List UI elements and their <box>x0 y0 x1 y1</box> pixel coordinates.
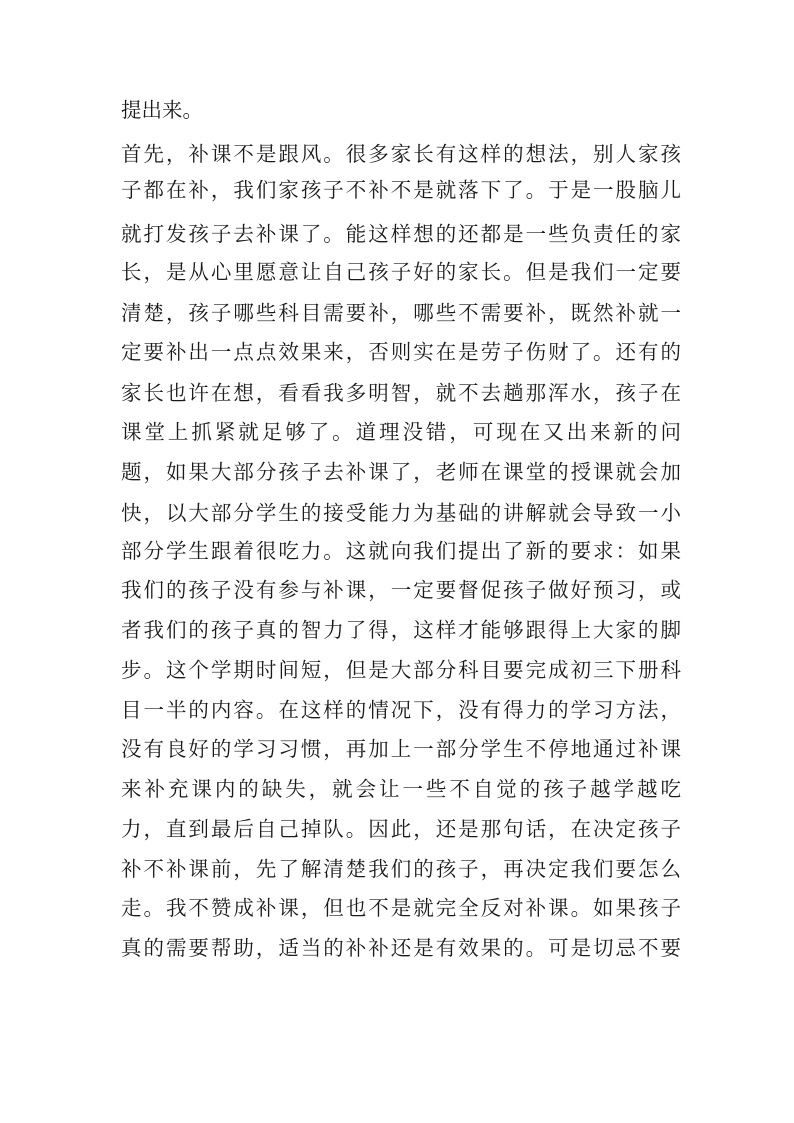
paragraph-line: 就打发孩子去补课了。能这样想的还都是一些负责任的家 <box>121 222 681 246</box>
paragraph-line: 我们的孩子没有参与补课，一定要督促孩子做好预习，或 <box>121 578 681 602</box>
paragraph-line: 清楚，孩子哪些科目需要补，哪些不需要补，既然补就一 <box>121 301 681 325</box>
paragraph-line: 走。我不赞成补课，但也不是就完全反对补课。如果孩子 <box>121 896 681 920</box>
paragraph-line: 部分学生跟着很吃力。这就向我们提出了新的要求：如果 <box>121 539 681 563</box>
paragraph-line: 提出来。 <box>121 98 203 122</box>
paragraph-line: 定要补出一点点效果来，否则实在是劳子伤财了。还有的 <box>121 340 681 364</box>
paragraph-line: 真的需要帮助，适当的补补还是有效果的。可是切忌不要 <box>121 936 681 960</box>
paragraph-line: 家长也许在想，看看我多明智，就不去趟那浑水，孩子在 <box>121 381 681 405</box>
paragraph-line: 子都在补，我们家孩子不补不是就落下了。于是一股脑儿 <box>121 178 681 202</box>
paragraph-line: 首先，补课不是跟风。很多家长有这样的想法，别人家孩 <box>121 142 681 166</box>
paragraph-line: 课堂上抓紧就足够了。道理没错，可现在又出来新的问 <box>121 420 681 444</box>
paragraph-line: 目一半的内容。在这样的情况下，没有得力的学习方法， <box>121 698 681 722</box>
paragraph-line: 快，以大部分学生的接受能力为基础的讲解就会导致一小 <box>121 501 681 525</box>
paragraph-line: 力，直到最后自己掉队。因此，还是那句话，在决定孩子 <box>121 817 681 841</box>
paragraph-line: 没有良好的学习习惯，再加上一部分学生不停地通过补课 <box>121 737 681 761</box>
paragraph-line: 题，如果大部分孩子去补课了，老师在课堂的授课就会加 <box>121 460 681 484</box>
paragraph-line: 步。这个学期时间短，但是大部分科目要完成初三下册科 <box>121 658 681 682</box>
paragraph-line: 者我们的孩子真的智力了得，这样才能够跟得上大家的脚 <box>121 618 681 642</box>
paragraph-line: 来补充课内的缺失，就会让一些不自觉的孩子越学越吃 <box>121 777 681 801</box>
paragraph-line: 长，是从心里愿意让自己孩子好的家长。但是我们一定要 <box>121 260 681 284</box>
paragraph-line: 补不补课前，先了解清楚我们的孩子，再决定我们要怎么 <box>121 857 681 881</box>
